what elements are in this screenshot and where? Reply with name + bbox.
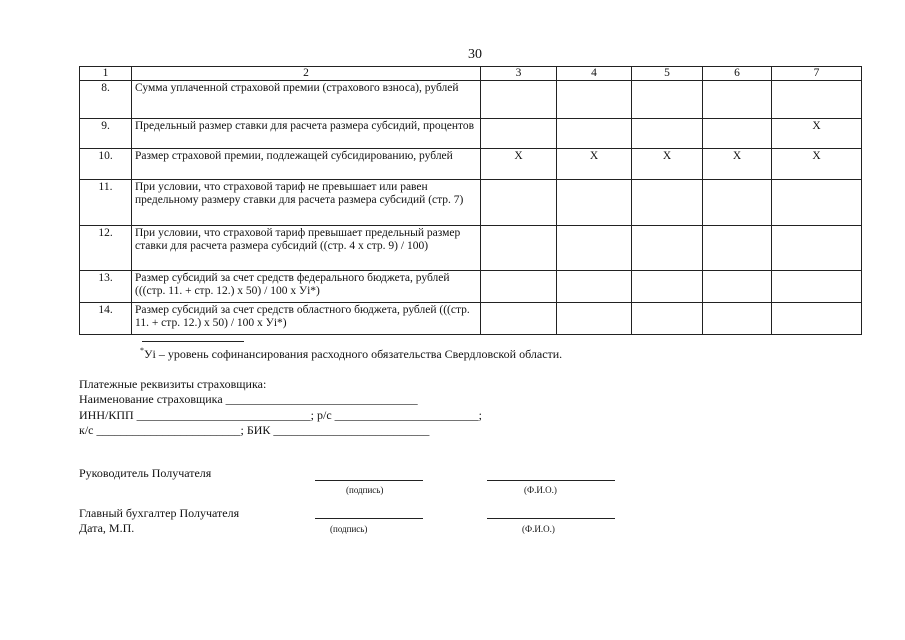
value-cell: X [557,149,632,180]
row-label: Размер страховой премии, подлежащей субсидированию, рублей [132,149,481,180]
value-cell: X [632,149,703,180]
value-cell [703,271,772,303]
row-number: 12. [80,226,132,271]
accountant-signature-label: Главный бухгалтер Получателя [79,506,240,520]
column-number-6: 6 [703,67,772,81]
head-signature-caption: (подпись) [346,485,384,495]
requisites-title: Платежные реквизиты страховщика: [79,377,267,391]
row-number: 10. [80,149,132,180]
row-label: При условии, что страховой тариф превышает предельный размер ставки для расчета размера субсидий ((стр. 4 х стр. 9) / 100) [132,226,481,271]
row-label: Предельный размер ставки для расчета размера субсидий, процентов [132,119,481,149]
row-number: 8. [80,81,132,119]
table-row [80,180,862,226]
table-row [80,271,862,303]
head-fio-caption: (Ф.И.О.) [524,485,557,495]
value-cell [772,180,862,226]
value-cell [632,180,703,226]
column-number-2: 2 [132,67,481,81]
value-cell [557,81,632,119]
value-cell: X [772,149,862,180]
value-cell [557,271,632,303]
value-cell [481,303,557,335]
value-cell [772,226,862,271]
row-label: Сумма уплаченной страховой премии (страхового взноса), рублей [132,81,481,119]
page-number: 30 [468,47,482,62]
row-label: Размер субсидий за счет средств областного бюджета, рублей (((стр. 11. + стр. 12.) х 50) / 100 х Уi*) [132,303,481,335]
table-row [80,303,862,335]
correspondent-account-line: к/с ________________________; БИК __________________________ [79,423,430,437]
value-cell [772,271,862,303]
value-cell [557,119,632,149]
table-row [80,119,862,149]
value-cell [632,119,703,149]
value-cell: X [703,149,772,180]
accountant-signature-caption: (подпись) [330,524,368,534]
value-cell [632,81,703,119]
value-cell [481,81,557,119]
head-fio-line [487,480,615,481]
row-number: 11. [80,180,132,226]
head-signature-line [315,480,423,481]
inn-kpp-line: ИНН/КПП _____________________________; р/с ________________________; [79,408,482,422]
column-number-4: 4 [557,67,632,81]
value-cell [703,81,772,119]
column-number-1: 1 [80,67,132,81]
date-stamp-label: Дата, М.П. [79,521,135,535]
value-cell: X [772,119,862,149]
value-cell [703,119,772,149]
footnote-separator [142,341,244,342]
accountant-signature-line [315,518,423,519]
row-number: 13. [80,271,132,303]
value-cell [772,81,862,119]
head-signature-label: Руководитель Получателя [79,466,212,480]
row-label: При условии, что страховой тариф не превышает или равен предельному размеру ставки для расчета размера субсидий (стр. 7) [132,180,481,226]
value-cell [557,226,632,271]
table-row [80,81,862,119]
value-cell [481,271,557,303]
value-cell: X [481,149,557,180]
table-row [80,226,862,271]
value-cell [481,119,557,149]
value-cell [632,303,703,335]
value-cell [703,180,772,226]
value-cell [632,226,703,271]
value-cell [703,226,772,271]
column-number-5: 5 [632,67,703,81]
column-number-3: 3 [481,67,557,81]
value-cell [481,180,557,226]
value-cell [557,180,632,226]
footnote-star: * [140,346,144,355]
accountant-fio-line [487,518,615,519]
subsidy-calculation-table [79,66,862,335]
row-label: Размер субсидий за счет средств федерального бюджета, рублей (((стр. 11. + стр. 12.) х 50) / 100 х Уi*) [132,271,481,303]
insurer-name-line: Наименование страховщика ________________________________ [79,392,418,406]
row-number: 9. [80,119,132,149]
accountant-fio-caption: (Ф.И.О.) [522,524,555,534]
table-header-row [80,67,862,81]
footnote [140,346,562,362]
column-number-7: 7 [772,67,862,81]
table-row [80,149,862,180]
value-cell [703,303,772,335]
value-cell [772,303,862,335]
value-cell [481,226,557,271]
value-cell [557,303,632,335]
footnote-text: Уi – уровень софинансирования расходного обязательства Свердловской области. [144,347,563,361]
value-cell [632,271,703,303]
row-number: 14. [80,303,132,335]
